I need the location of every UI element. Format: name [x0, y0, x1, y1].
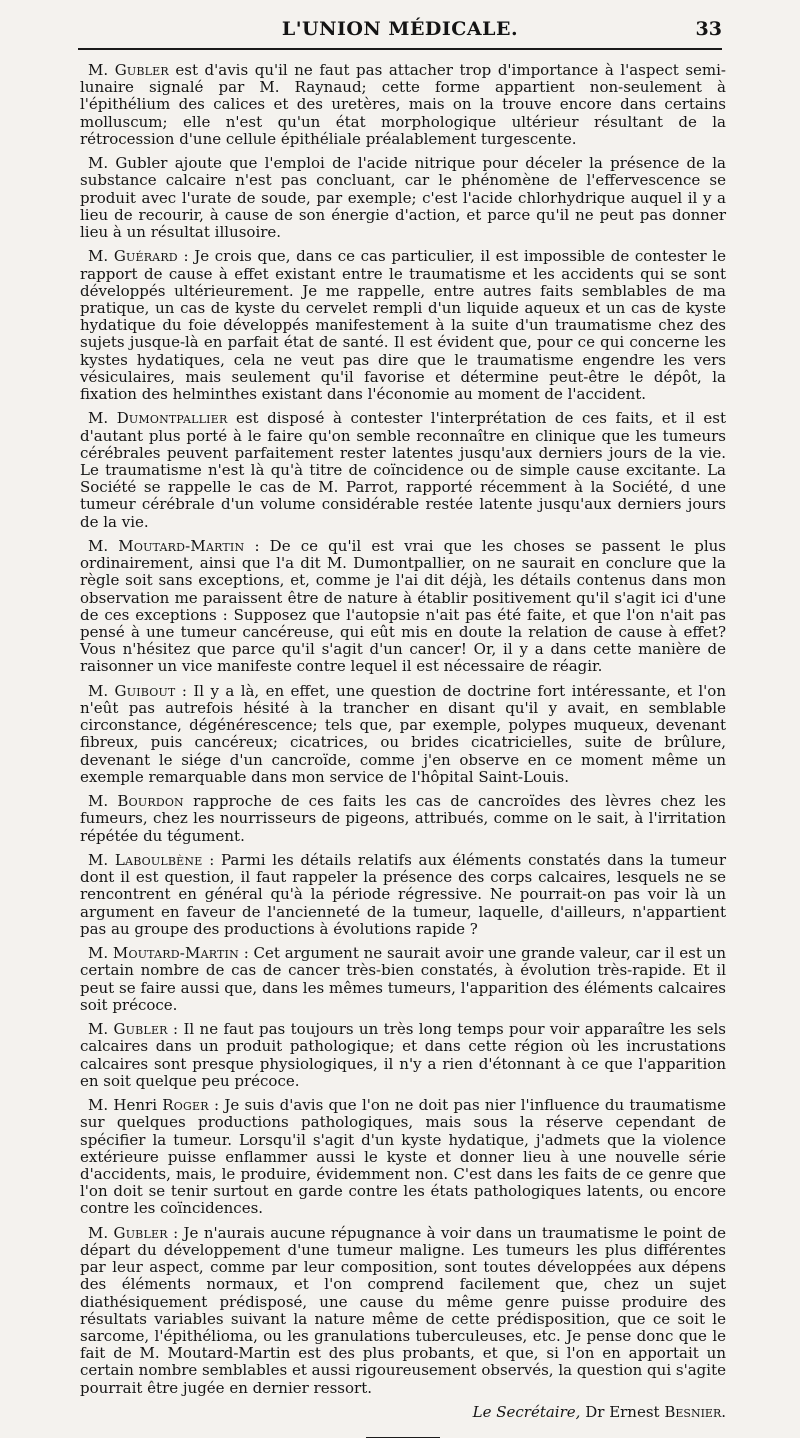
signature: [80, 1404, 726, 1421]
paragraph: M. Laboulbène : Parmi les détails relatifs aux éléments constatés dans la tumeur dont il est question, il faut rappeler la présence des corps calcaires, lesquels ne se rencontrent en général qu'à la période régressive. Ne pourrait-on pas voir là un argument en faveur de l'ancienneté de la tumeur, laquelle, d'ailleurs, n'appartient pas au groupe des productions à évolutions rapide ?: [80, 851, 726, 938]
paragraph: M. Bourdon rapproche de ces faits les cas de cancroïdes des lèvres chez les fumeurs, chez les nourrisseurs de pigeons, attribués, comme on le sait, à l'irritation répétée du tégument.: [80, 792, 726, 845]
speaker-name: Gubler: [114, 61, 169, 79]
paragraph: M. Henri Roger : Je suis d'avis que l'on ne doit pas nier l'influence du traumatisme sur quelques productions pathologiques, mais sous la réserve cependant de spécifier la tumeur. Lorsqu'il s'agit d'un kyste hydatique, j'admets que la violence extérieure puisse enflammer aussi le kyste et donner lieu à une nouvelle série d'accidents, mais, le produire, évidemment non. C'est dans les faits de ce genre que l'on doit se tenir surtout en garde contre les états pathologiques latents, ou encore contre les coïncidences.: [80, 1096, 726, 1218]
signature-first-name: Ernest: [609, 1403, 660, 1422]
speaker-name: Dumontpallier: [116, 409, 228, 428]
paragraph: M. Dumontpallier est disposé à contester l'interprétation de ces faits, et il est d'autant plus porté à le faire qu'on semble reconnaître en clinique que les tumeurs cérébrales peuvent parfaitement rester latentes jusqu'aux derniers jours de la vie. Le traumatisme n'est là qu'à titre de coïncidence ou de simple cause excitante. La Société se rappelle le cas de M. Parrot, rapporté récemment à la Société, d une tumeur cérébrale d'un volume considérable restée latente jusqu'aux derniers jours de la vie.: [80, 409, 726, 531]
paragraph: M. Guérard : Je crois que, dans ce cas particulier, il est impossible de contester le rapport de cause à effet existant entre le traumatisme et les accidents qui se sont développés ultérieurement. Je me rappelle, entre autres faits semblables de ma pratique, un cas de kyste du cervelet rempli d'un liquide aqueux et un cas de kyste hydatique du foie développés manifestement à la suite d'un traumatisme chez des sujets jusque-là en parfait état de santé. Il est évident que, pour ce qui concerne les kystes hydatiques, cela ne veut pas dire que le traumatisme engendre les vers vésiculaires, mais seulement qu'il favorise et détermine peut-être le dépôt, la fixation des helminthes existant dans l'économie au moment de l'accident.: [80, 247, 726, 404]
speaker-name: Moutard-Martin: [118, 537, 245, 556]
paragraph: M. Moutard-Martin : De ce qu'il est vrai que les choses se passent le plus ordinairement, ainsi que l'a dit M. Dumontpallier, on ne saurait en conclure que la règle soit sans exceptions, et, comme je l'ai dit déjà, les détails contenus dans mon observation me paraissent être de nature à établir positivement qu'il s'agit ici d'une de ces exceptions : Supposez que l'autopsie n'ait pas été faite, et que l'on n'ait pas pensé à une tumeur cancéreuse, qui eût mis en doute la relation de cause à effet? Vous n'hésitez que parce qu'il s'agit d'un cancer! Or, il y a dans cette manière de raisonner un vice manifeste contre lequel il est nécessaire de réagir.: [80, 537, 726, 676]
paragraph: M. Gubler est d'avis qu'il ne faut pas attacher trop d'importance à l'aspect semi-lunaire signalé par M. Raynaud; cette forme appartient non-seulement à l'épithélium des calices et des uretères, mais on la trouve encore dans certains molluscum; elle n'est qu'un état morphologique ultérieur résultant de la rétrocession d'une cellule épithéliale préalablement turgescente.: [80, 61, 726, 148]
signature-title: Dr: [585, 1403, 605, 1422]
page-number: 33: [695, 18, 722, 40]
speaker-name: Guérard: [113, 247, 178, 266]
speaker-name: Moutard-Martin: [112, 944, 239, 963]
signature-last-name: Besnier.: [664, 1403, 726, 1422]
paragraph: M. Gubler ajoute que l'emploi de l'acide nitrique pour déceler la présence de la substance calcaire n'est pas concluant, car le phénomène de l'effervescence se produit avec l'urate de soude, par exemple; c'est l'acide chlorhydrique auquel il y a lieu de recourir, à cause de son énergie d'action, et parce qu'il ne peut pas donner lieu à un résultat illusoire.: [80, 154, 726, 242]
speaker-name: Gubler: [113, 1223, 168, 1242]
paragraph: M. Gubler : Je n'aurais aucune répugnance à voir dans un traumatisme le point de départ du développement d'une tumeur maligne. Les tumeurs les plus différentes par leur aspect, comme par leur composition, sont toutes développées aux dépens des éléments normaux, et l'on comprend facilement que, chez un sujet diathésiquement prédisposé, une cause du même genre puisse produire des résultats variables suivant la nature même de cette prédisposition, que ce soit le sarcome, l'épithélioma, ou les granulations tuberculeuses, etc. Je pense donc que le fait de M. Moutard-Martin est des plus probants, et que, si l'on en apportait un certain nombre semblables et aussi rigoureusement observés, la question qui s'agite pourrait être jugée en dernier ressort.: [80, 1223, 726, 1397]
page-header: [78, 14, 722, 50]
speaker-name: Roger: [162, 1096, 209, 1115]
speaker-name: Gubler: [113, 1020, 168, 1039]
signature-role: Le Secrétaire,: [472, 1403, 581, 1422]
paragraph: M. Guibout : Il y a là, en effet, une question de doctrine fort intéressante, et l'on n'eût pas autrefois hésité à la trancher en disant qu'il y avait, en semblable circonstance, dégénérescence; tels que, par exemple, polypes muqueux, devenant fibreux, puis cancéreux; cicatrices, ou brides cicatricielles, suite de brûlure, devenant le siége d'un cancroïde, comme j'en observe en ce moment même un exemple remarquable dans mon service de l'hôpital Saint-Louis.: [80, 681, 726, 786]
paragraph: M. Moutard-Martin : Cet argument ne saurait avoir une grande valeur, car il est un certain nombre de cas de cancer très-bien constatés, à évolution très-rapide. Et il peut se faire aussi que, dans les mêmes tumeurs, l'apparition des éléments calcaires soit précoce.: [80, 944, 726, 1014]
speaker-name: Laboulbène: [114, 851, 203, 870]
speaker-name: Guibout: [114, 681, 176, 700]
paragraph: M. Gubler : Il ne faut pas toujours un très long temps pour voir apparaître les sels calcaires dans un produit pathologique; et dans cette région où les incrustations calcaires sont presque physiologiques, il n'y a rien d'étonnant à ce que l'apparition en soit quelque peu précoce.: [80, 1020, 726, 1090]
journal-title: L'UNION MÉDICALE.: [281, 18, 519, 40]
speaker-name: Bourdon: [117, 792, 184, 811]
